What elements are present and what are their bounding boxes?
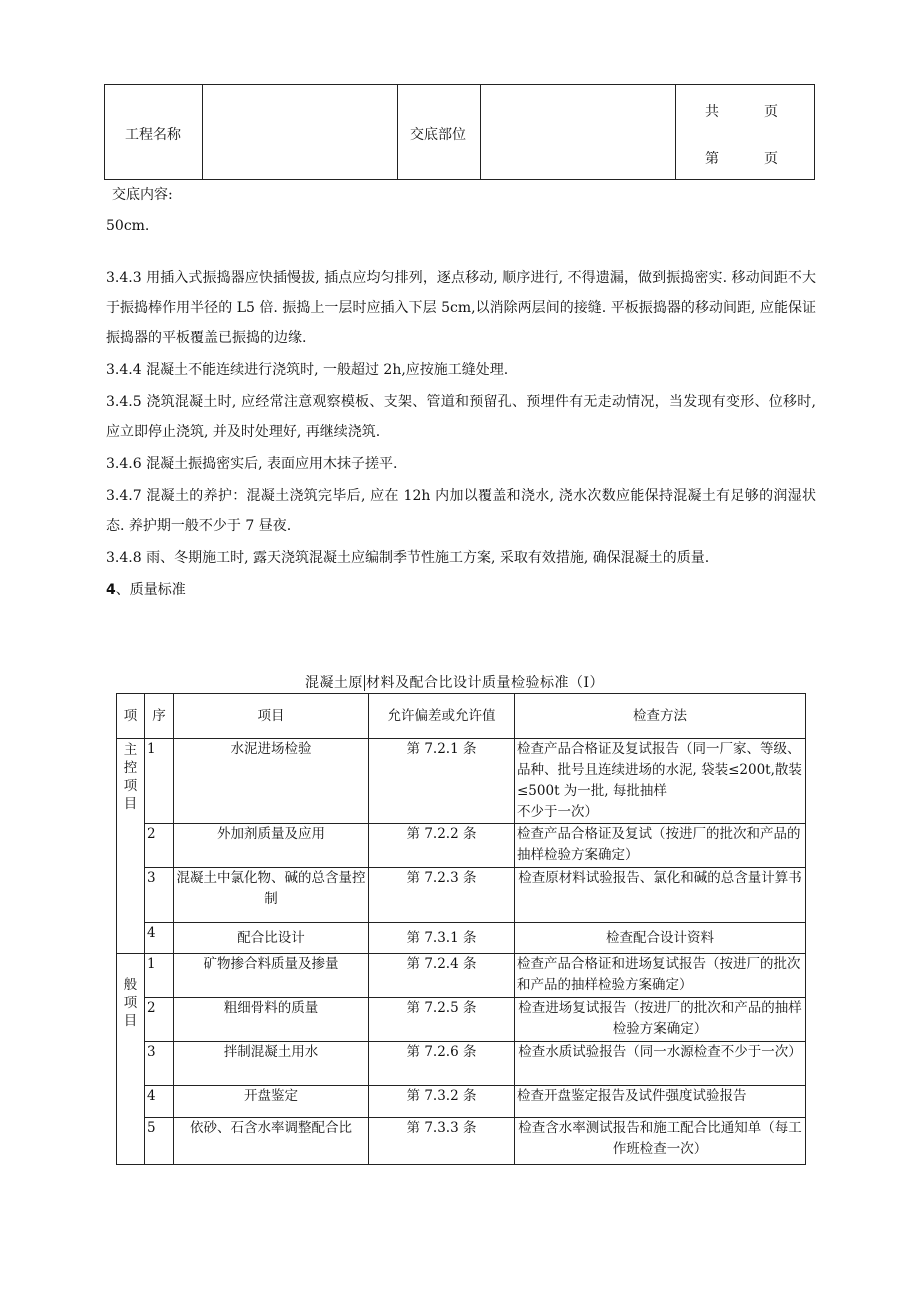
section-title: 、质量标准 [115,582,186,598]
header-table [104,84,815,180]
paragraph: 3.4.8 雨、冬期施工时, 露天浇筑混凝土应编制季节性施工方案, 采取有效措施, 确保混凝土的质量. [106,550,710,566]
row-name: 矿物掺合料质量及掺量 [174,954,369,998]
row-name: 开盘鉴定 [174,1086,369,1118]
table-row [117,998,806,1042]
table-row [117,1118,806,1165]
row-allow: 第 7.3.1 条 [369,923,515,954]
row-method: 检查水质试验报告（同一水源检查不少于一次） [515,1042,806,1086]
row-seq: 5 [145,1118,174,1165]
table-row [117,923,806,954]
content-label: 交底内容: [112,187,173,203]
group-main-control: 主 控 项 目 [117,739,145,954]
row-allow: 第 7.2.2 条 [369,824,515,868]
row-method: 检查开盘鉴定报告及试件强度试验报告 [515,1086,806,1118]
row-seq: 4 [145,1086,174,1118]
row-method: 检查产品合格证和进场复试报告（按进厂的批次和产品的抽样检验方案确定） [515,954,806,998]
body-text [106,211,816,605]
row-seq: 1 [145,739,174,824]
cursor-bar [364,675,365,691]
row-allow: 第 7.3.2 条 [369,1086,515,1118]
row-name: 混凝土中氯化物、碱的总含量控制 [174,868,369,923]
section-number: 4 [106,582,116,598]
row-name: 拌制混凝土用水 [174,1042,369,1086]
handover-part-value-cell [481,85,676,179]
table-row [117,954,806,998]
row-seq: 4 [145,923,174,954]
row-allow: 第 7.2.5 条 [369,998,515,1042]
table-row [117,868,806,923]
table-title [305,672,604,692]
row-name: 外加剂质量及应用 [174,824,369,868]
paragraph: 3.4.6 混凝土振捣密实后, 表面应用木抹子搓平. [106,456,398,472]
header-method: 检查方法 [515,694,806,739]
table-row [117,824,806,868]
project-name-label-cell [105,85,203,179]
header-item: 项 [117,694,145,739]
table-header-row [117,694,806,739]
row-method: 检查进场复试报告（按进厂的批次和产品的抽样检验方案确定） [515,998,806,1042]
paragraph: 3.4.7 混凝土的养护：混凝土浇筑完毕后, 应在 12h 内加以覆盖和浇水, 浇水次数应能保持混凝土有足够的润湿状态. 养护期一般不少于 7 昼夜. [106,488,816,534]
row-seq: 3 [145,868,174,923]
paragraph: 50cm. [106,218,150,234]
row-name: 配合比设计 [174,923,369,954]
row-allow: 第 7.2.1 条 [369,739,515,824]
row-seq: 1 [145,954,174,998]
row-method: 检查含水率测试报告和施工配合比通知单（每工作班检查一次） [515,1118,806,1165]
project-name-value-cell [203,85,398,179]
row-allow: 第 7.2.6 条 [369,1042,515,1086]
pages-label: 页 [764,104,778,120]
table-row [117,739,806,824]
row-name: 粗细骨料的质量 [174,998,369,1042]
handover-part-label: 交底部位 [410,127,466,143]
row-seq: 3 [145,1042,174,1086]
table-row [117,1042,806,1086]
paragraph: 3.4.5 浇筑混凝土时, 应经常注意观察模板、支架、管道和预留孔、预埋件有无走动情况，当发现有变形、位移时, 应立即停止浇筑, 并及时处理好, 再继续浇筑. [106,394,816,440]
header-allow: 允许偏差或允许值 [369,694,515,739]
paragraph: 3.4.3 用插入式振捣器应快插慢拔, 插点应均匀排列，逐点移动, 顺序进行, 不得遗漏，做到振捣密实. 移动间距不大于振捣棒作用半径的 L5 倍. 振捣上一层时应插入下层 5cm,以消除两层间的接缝. 平板振捣器的移动间距, 应能保证振捣器的平板覆盖已振捣的边缘. [106,270,816,346]
row-seq: 2 [145,998,174,1042]
page-no-label: 第 [705,151,719,167]
page-count-cell [676,85,814,179]
page-label: 页 [764,151,778,167]
group-general: 般 项 目 [117,954,145,1165]
row-name: 依砂、石含水率调整配合比 [174,1118,369,1165]
row-allow: 第 7.2.4 条 [369,954,515,998]
table-row [117,1086,806,1118]
row-allow: 第 7.3.3 条 [369,1118,515,1165]
row-method: 检查产品合格证及复试报告（同一厂家、等级、品种、批号且连续进场的水泥, 袋装≤200t,散装≤500t 为一批, 每批抽样 不少于一次） [515,739,806,824]
row-seq: 2 [145,824,174,868]
row-allow: 第 7.2.3 条 [369,868,515,923]
section-heading [106,575,816,605]
project-name-label: 工程名称 [125,127,181,143]
quality-standard-table [116,693,806,1165]
row-method: 检查原材料试验报告、氯化和碱的总含量计算书 [515,868,806,923]
handover-part-label-cell [398,85,481,179]
header-project: 项目 [174,694,369,739]
row-method: 检查配合设计资料 [515,923,806,954]
header-seq: 序 [145,694,174,739]
row-name: 水泥进场检验 [174,739,369,824]
table-title-part-b: 材料及配合比设计质量检验标准（I） [366,675,605,691]
row-method: 检查产品合格证及复试（按进厂的批次和产品的抽样检验方案确定） [515,824,806,868]
table-title-part-a: 混凝土原 [305,675,363,691]
total-label: 共 [705,104,719,120]
paragraph: 3.4.4 混凝土不能连续进行浇筑时, 一般超过 2h,应按施工缝处理. [106,362,509,378]
